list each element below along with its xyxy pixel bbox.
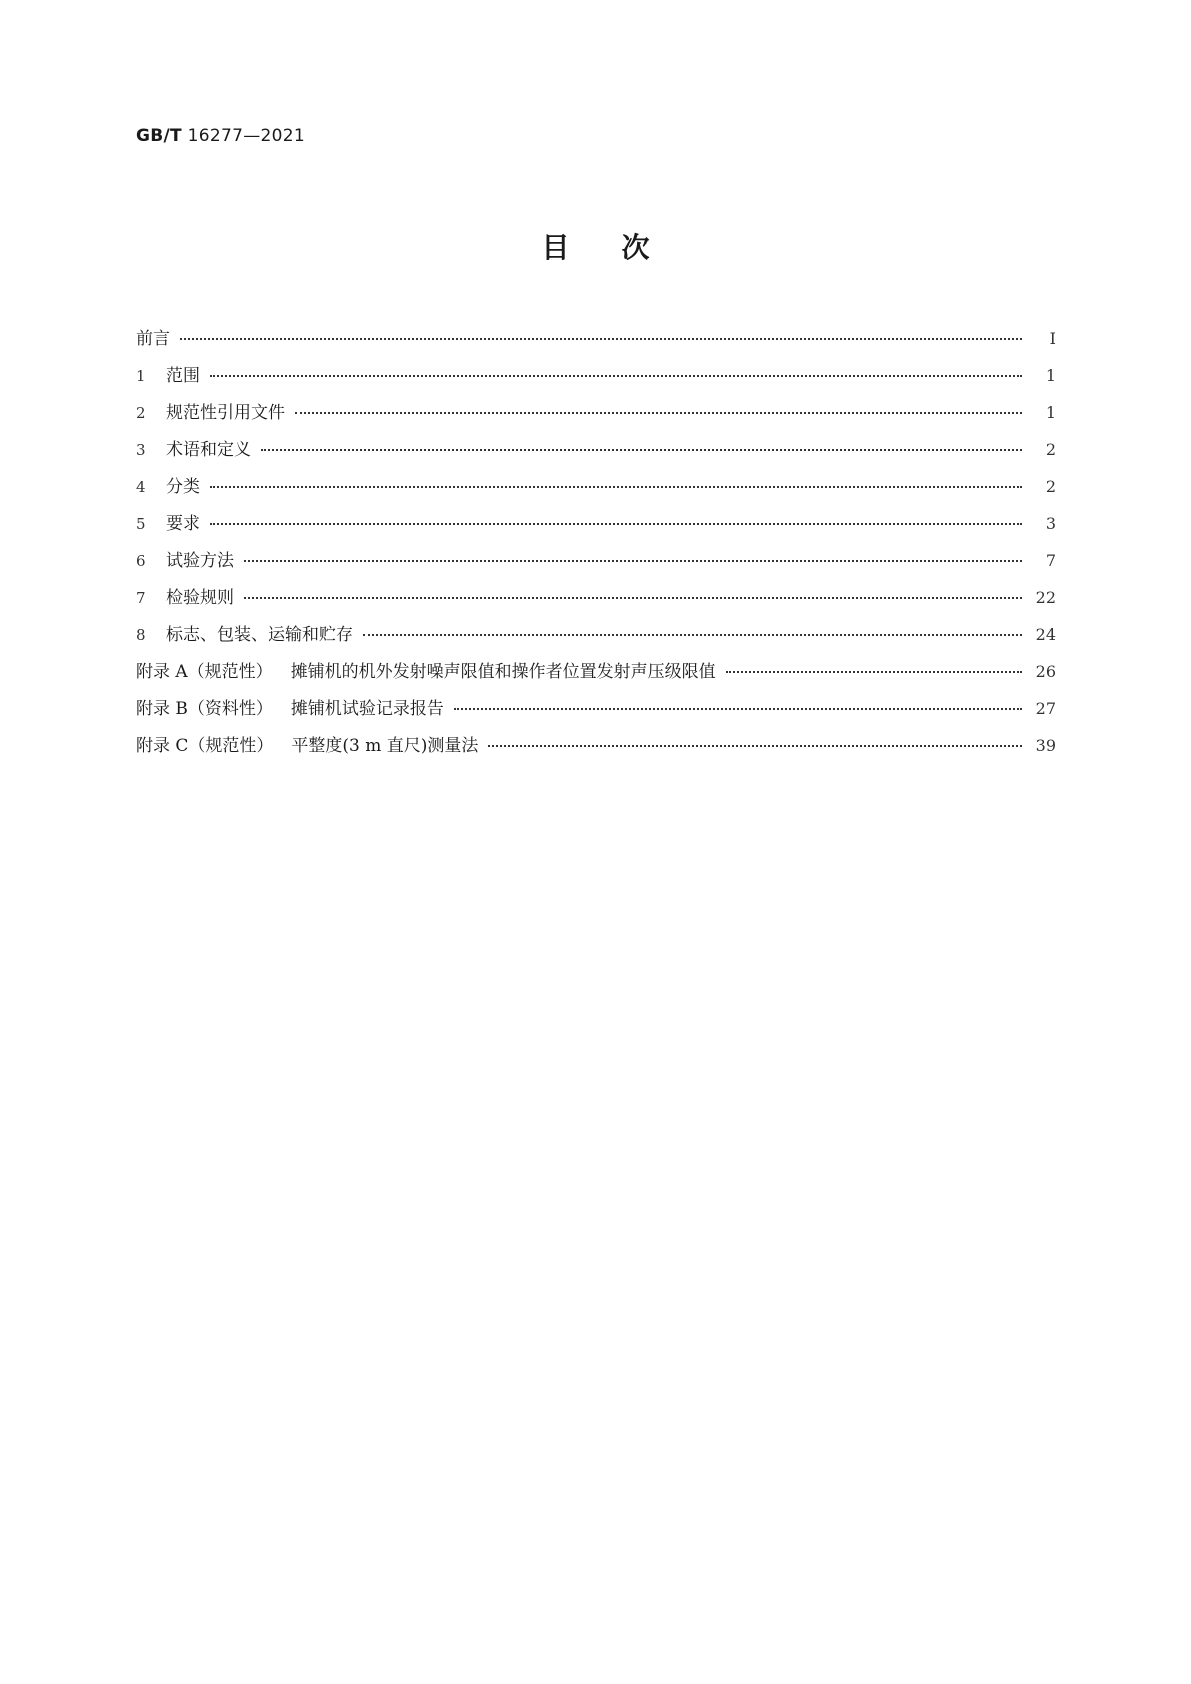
toc-entry-3[interactable] <box>136 435 1056 472</box>
toc-page-number: 1 <box>1045 403 1056 422</box>
toc-page-number: 39 <box>1035 736 1056 755</box>
page-title: 目次 <box>541 231 702 264</box>
toc-entry-number: 6 <box>136 552 146 570</box>
toc-entry-label: 术语和定义 <box>166 440 251 460</box>
toc-entry-appendix-b[interactable] <box>136 694 1056 731</box>
toc-entry-label: 规范性引用文件 <box>166 403 285 423</box>
toc-entry-label: 摊铺机的机外发射噪声限值和操作者位置发射声压级限值 <box>290 662 716 682</box>
toc-leader-dots <box>210 486 1022 488</box>
toc-entry-foreword[interactable] <box>136 324 1056 361</box>
toc-entry-label: 标志、包装、运输和贮存 <box>166 625 353 645</box>
toc-page-number: 26 <box>1035 662 1056 681</box>
toc-entry-number: 1 <box>136 367 146 385</box>
toc-entry-7[interactable] <box>136 583 1056 620</box>
toc-leader-dots <box>454 708 1022 710</box>
toc-entry-4[interactable] <box>136 472 1056 509</box>
toc-entry-8[interactable] <box>136 620 1056 657</box>
toc-page-number: 2 <box>1045 440 1056 459</box>
toc-page-number: Ⅰ <box>1049 329 1056 348</box>
toc-entry-2[interactable] <box>136 398 1056 435</box>
toc-entry-1[interactable] <box>136 361 1056 398</box>
toc-page-number: 22 <box>1035 588 1056 607</box>
toc-leader-dots <box>244 597 1022 599</box>
standard-number <box>136 126 305 146</box>
toc-leader-dots <box>726 671 1022 673</box>
standard-code: 16277—2021 <box>187 126 305 146</box>
toc-leader-dots <box>295 412 1022 414</box>
toc-entry-number: 7 <box>136 589 146 607</box>
toc-entry-number: 5 <box>136 515 146 533</box>
toc-entry-appendix-c[interactable] <box>136 731 1056 768</box>
toc-entry-number: 2 <box>136 404 146 422</box>
toc-appendix-label: 附录 C（规范性） <box>136 736 274 756</box>
standard-prefix: GB/T <box>136 126 182 146</box>
toc-entry-5[interactable] <box>136 509 1056 546</box>
toc-leader-dots <box>488 745 1022 747</box>
toc-entry-label: 要求 <box>166 514 200 534</box>
table-of-contents <box>136 324 1056 768</box>
toc-entry-label: 检验规则 <box>166 588 234 608</box>
toc-leader-dots <box>261 449 1022 451</box>
toc-leader-dots <box>210 523 1022 525</box>
toc-appendix-label: 附录 A（规范性） <box>136 662 273 682</box>
toc-entry-label: 试验方法 <box>166 551 234 571</box>
toc-leader-dots <box>363 634 1022 636</box>
toc-page-number: 2 <box>1045 477 1056 496</box>
toc-page-number: 3 <box>1045 514 1056 533</box>
toc-entry-number: 3 <box>136 441 146 459</box>
toc-leader-dots <box>210 375 1022 377</box>
toc-page-number: 27 <box>1035 699 1056 718</box>
toc-entry-label: 前言 <box>136 329 170 349</box>
toc-page-number: 24 <box>1035 625 1056 644</box>
toc-entry-label: 分类 <box>166 477 200 497</box>
toc-entry-number: 4 <box>136 478 146 496</box>
toc-page-number: 7 <box>1045 551 1056 570</box>
toc-leader-dots <box>180 338 1022 340</box>
toc-entry-6[interactable] <box>136 546 1056 583</box>
toc-page-number: 1 <box>1045 366 1056 385</box>
toc-entry-label: 平整度(3 m 直尺)测量法 <box>291 736 479 756</box>
toc-leader-dots <box>244 560 1022 562</box>
toc-entry-number: 8 <box>136 626 146 644</box>
toc-entry-label: 范围 <box>166 366 200 386</box>
toc-appendix-label: 附录 B（资料性） <box>136 699 273 719</box>
toc-entry-label: 摊铺机试验记录报告 <box>290 699 444 719</box>
toc-entry-appendix-a[interactable] <box>136 657 1056 694</box>
